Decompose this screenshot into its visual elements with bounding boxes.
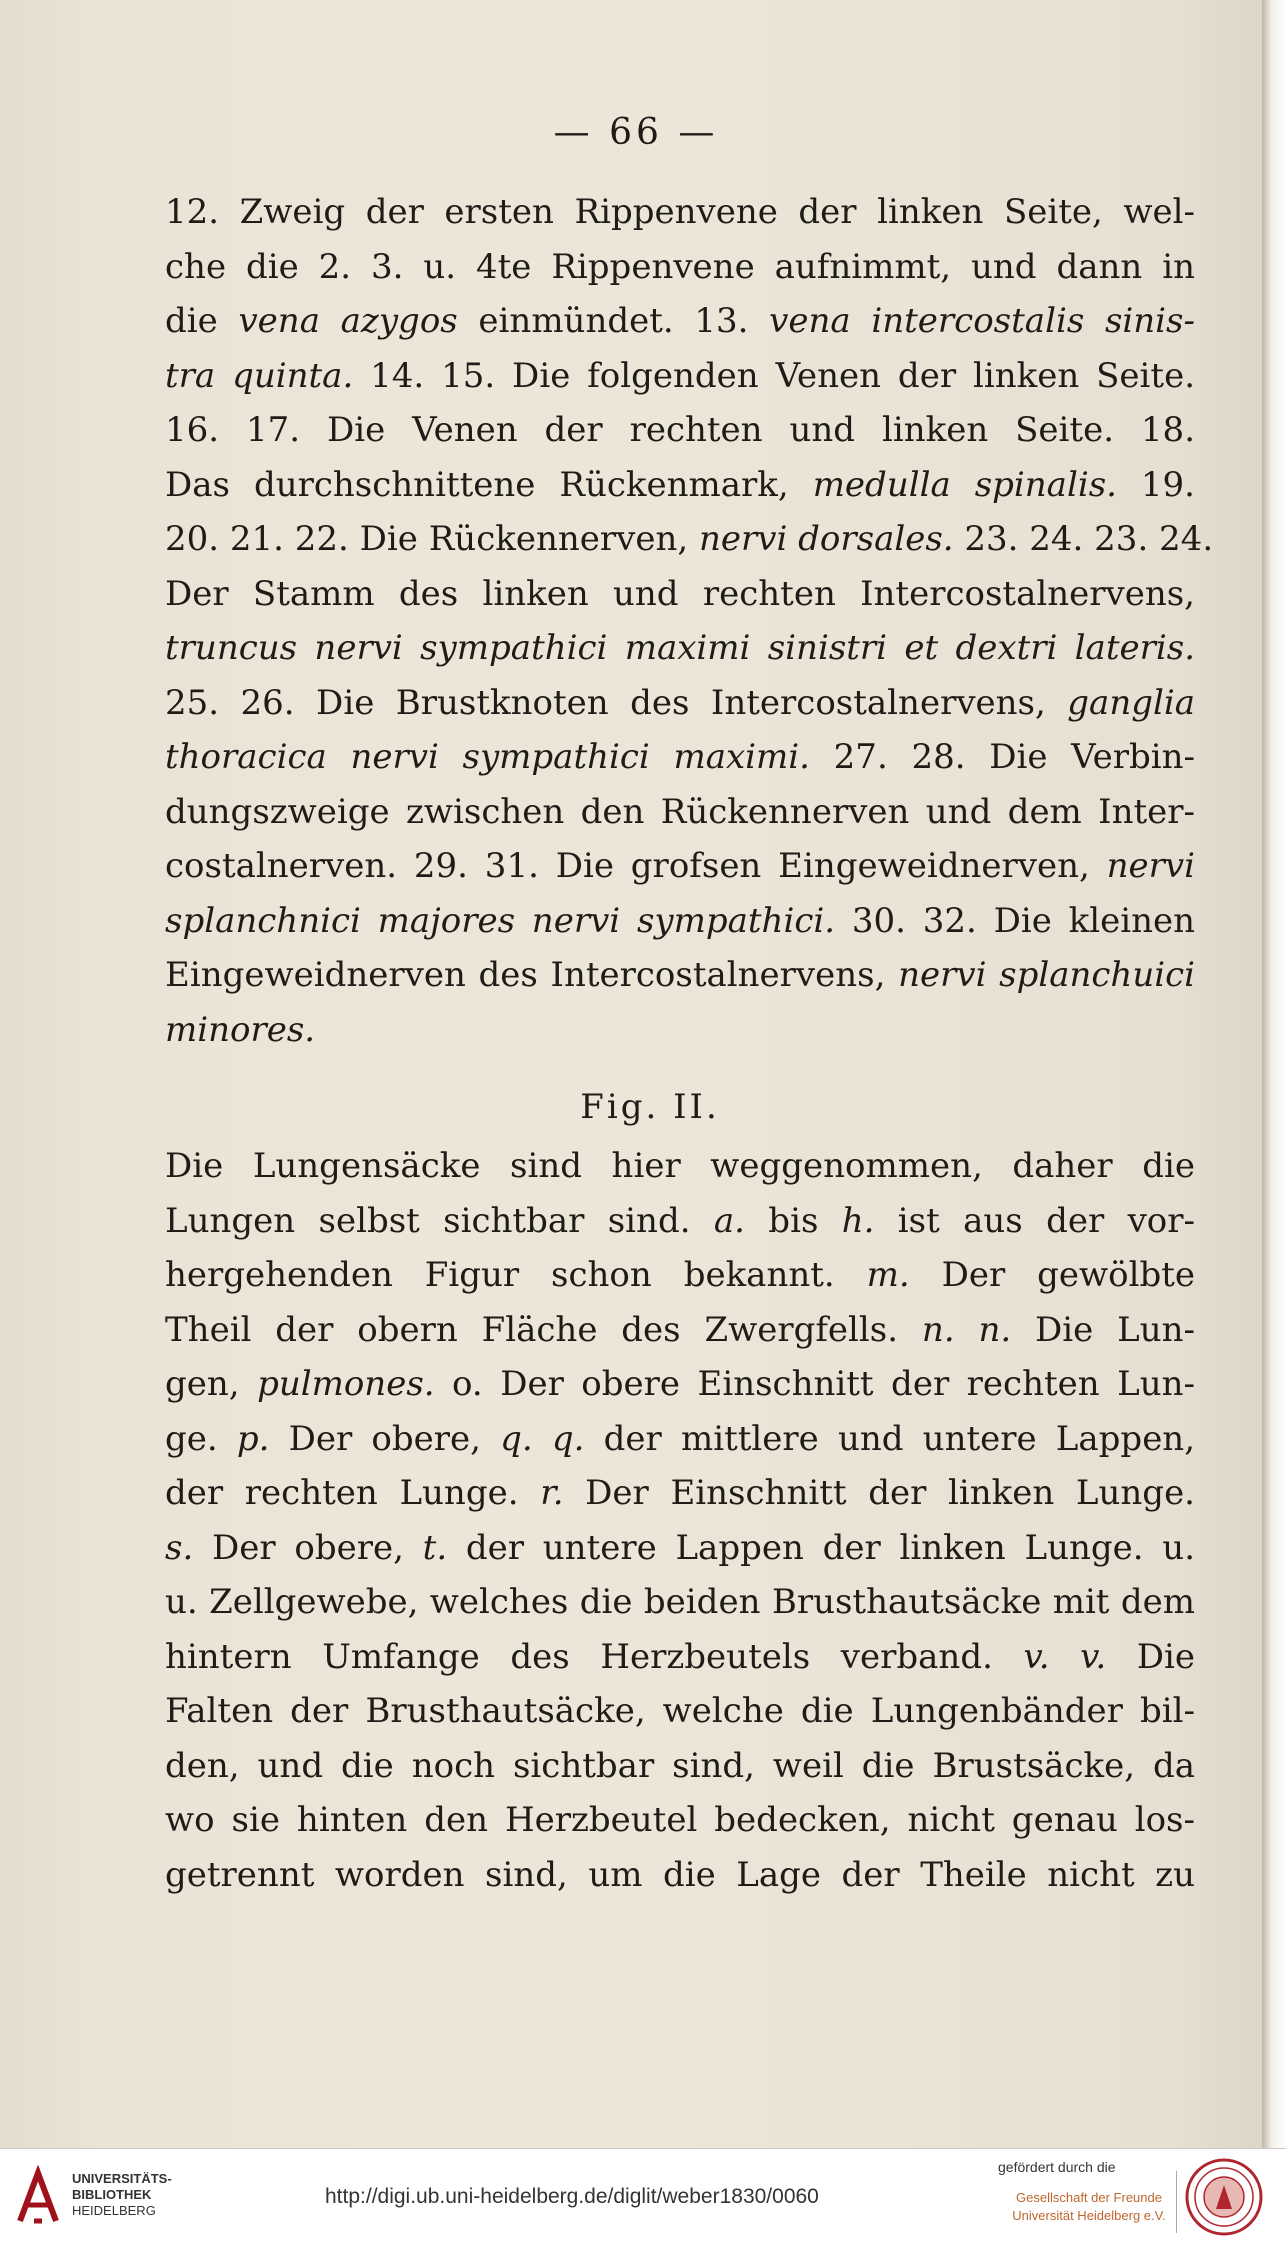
italic-term: s. <box>165 1527 194 1568</box>
text-run: der mittlere und untere Lappen, <box>584 1418 1196 1459</box>
text-run: Der Einschnitt der linken Lunge. <box>563 1473 1195 1513</box>
text-run: 25. 26. Die Brustknoten des Intercostalnervens, <box>165 682 1068 723</box>
italic-term: minores. <box>165 1009 316 1050</box>
text-run: ist aus der vor- <box>874 1200 1195 1241</box>
text-run: Eingeweidnerven des Intercostalnervens, <box>165 955 899 995</box>
italic-term: pulmones. <box>257 1364 435 1404</box>
italic-term: vena azygos <box>238 301 458 341</box>
text-run: Die <box>1106 1636 1196 1677</box>
text-line <box>165 185 1195 240</box>
text-line <box>165 1684 1195 1739</box>
text-run: hergehenden Figur schon bekannt. <box>165 1255 867 1295</box>
text-line <box>165 676 1195 731</box>
italic-term: thoracica nervi sympathici maximi. <box>165 737 810 777</box>
text-line <box>165 1412 1195 1467</box>
text-line <box>165 1303 1195 1358</box>
text-line <box>165 1575 1195 1630</box>
sponsor-name-line: Universität Heidelberg e.V. <box>1012 2208 1166 2223</box>
text-run: 23. 24. 23. 24. <box>953 519 1214 559</box>
university-seal-icon <box>1184 2157 1264 2237</box>
text-run: der untere Lappen der linken Lunge. u. <box>447 1527 1196 1568</box>
text-line <box>165 948 1195 1003</box>
text-line <box>165 294 1195 349</box>
italic-term: q. q. <box>500 1418 585 1459</box>
text-run: Die Lun- <box>1011 1309 1196 1350</box>
italic-term: ganglia <box>1067 682 1195 723</box>
text-run: Theil der obern Fläche des Zwergfells. <box>165 1309 922 1350</box>
text-run: costalnerven. 29. 31. Die grofsen Eingeweidnerven, <box>165 846 1107 886</box>
text-line <box>165 1466 1195 1521</box>
text-line <box>165 512 1214 567</box>
sponsor-name-line: Gesellschaft der Freunde <box>1016 2190 1162 2205</box>
italic-term: v. v. <box>1023 1636 1107 1677</box>
text-run: gen, <box>165 1364 258 1404</box>
text-run: 12. Zweig der ersten Rippenvene der linken Seite, wel- <box>165 192 1195 232</box>
text-line <box>165 730 1195 785</box>
text-run: 14. 15. Die folgenden Venen der linken Seite. <box>353 355 1195 396</box>
text-run: Der obere, <box>269 1418 501 1459</box>
italic-term: tra quinta. <box>165 355 354 396</box>
text-line <box>165 458 1195 513</box>
page-number: — 66 — <box>553 112 719 153</box>
text-line <box>165 785 1195 840</box>
sponsor-label: gefördert durch die <box>998 2159 1116 2175</box>
italic-term: t. <box>422 1527 448 1568</box>
italic-term: r. <box>540 1473 564 1513</box>
text-run: u. Zellgewebe, welches die beiden Brusthautsäcke mit dem <box>165 1582 1195 1622</box>
library-name-line: UNIVERSITÄTS- <box>72 2171 172 2186</box>
italic-term: splanchnici majores nervi sympathici. <box>165 900 836 941</box>
italic-term: m. <box>866 1255 910 1295</box>
figure-heading: Fig. II. <box>580 1087 720 1127</box>
text-line <box>165 1248 1195 1303</box>
text-run: einmündet. 13. <box>457 301 770 341</box>
text-run: wo sie hinten den Herzbeutel bedecken, nicht genau los- <box>165 1800 1195 1840</box>
text-run: hintern Umfange des Herzbeutels verband. <box>165 1636 1024 1677</box>
text-run: bis <box>744 1200 842 1241</box>
italic-term: p. <box>236 1418 270 1459</box>
italic-term: vena intercostalis sinis- <box>769 301 1195 341</box>
text-run: der rechten Lunge. <box>165 1473 541 1513</box>
text-run: Falten der Brusthautsäcke, welche die Lungenbänder bil- <box>165 1691 1195 1731</box>
page-edge <box>1262 0 1286 2148</box>
text-line <box>165 1003 1195 1058</box>
text-run: 19. <box>1116 464 1195 505</box>
italic-term: h. <box>841 1200 875 1241</box>
italic-term: medulla spinalis. <box>812 464 1117 505</box>
library-name-line: HEIDELBERG <box>72 2203 156 2218</box>
text-run: den, und die noch sichtbar sind, weil die Brustsäcke, da <box>165 1745 1195 1786</box>
italic-term: a. <box>713 1200 745 1241</box>
text-line <box>165 1630 1195 1685</box>
italic-term: nervi <box>1106 846 1195 886</box>
text-line <box>165 621 1195 676</box>
text-run: che die 2. 3. u. 4te Rippenvene aufnimmt, und dann in <box>165 246 1195 287</box>
text-run: Das durchschnittene Rückenmark, <box>165 464 813 505</box>
text-run: getrennt worden sind, um die Lage der Theile nicht zu <box>165 1854 1195 1895</box>
text-run: Die Lungensäcke sind hier weggenommen, daher die <box>165 1146 1195 1186</box>
footer-bar <box>0 2148 1286 2244</box>
text-run: Lungen selbst sichtbar sind. <box>165 1200 714 1241</box>
text-run: 30. 32. Die kleinen <box>835 900 1195 941</box>
text-run: 27. 28. Die Verbin- <box>809 737 1195 777</box>
sponsor-name <box>998 2189 1180 2225</box>
text-line <box>165 1793 1195 1848</box>
text-run: 16. 17. Die Venen der rechten und linken Seite. 18. <box>165 410 1195 450</box>
permalink-url[interactable]: http://digi.ub.uni-heidelberg.de/diglit/weber1830/0060 <box>325 2185 819 2208</box>
library-name-line: BIBLIOTHEK <box>72 2187 152 2202</box>
text-line <box>165 1739 1195 1794</box>
text-line <box>165 1139 1195 1194</box>
body-text <box>165 185 1214 1902</box>
text-run: Der Stamm des linken und rechten Intercostalnervens, <box>165 573 1195 614</box>
text-line <box>165 1521 1195 1576</box>
italic-term: nervi dorsales. <box>698 519 954 559</box>
italic-term: nervi splanchuici <box>898 955 1196 995</box>
library-logo-icon <box>14 2165 62 2227</box>
text-line <box>165 1194 1195 1249</box>
text-line <box>165 349 1195 404</box>
text-line <box>165 1848 1195 1903</box>
text-run: die <box>165 301 239 341</box>
text-line <box>165 894 1195 949</box>
italic-term: n. n. <box>921 1309 1012 1350</box>
text-run: Der obere, <box>193 1527 423 1568</box>
text-run: Der gewölbte <box>909 1255 1195 1295</box>
text-run: 20. 21. 22. Die Rückennerven, <box>165 519 699 559</box>
text-run: dungszweige zwischen den Rückennerven und dem Inter- <box>165 791 1195 832</box>
text-line <box>165 403 1195 458</box>
text-line <box>165 567 1195 622</box>
library-name <box>72 2171 172 2219</box>
text-line <box>165 240 1195 295</box>
divider <box>1176 2171 1177 2233</box>
text-line <box>165 1357 1195 1412</box>
text-run: ge. <box>165 1418 237 1459</box>
text-run: o. Der obere Einschnitt der rechten Lun- <box>434 1364 1195 1404</box>
italic-term: truncus nervi sympathici maximi sinistri et dextri lateris. <box>165 628 1195 668</box>
text-line <box>165 839 1195 894</box>
